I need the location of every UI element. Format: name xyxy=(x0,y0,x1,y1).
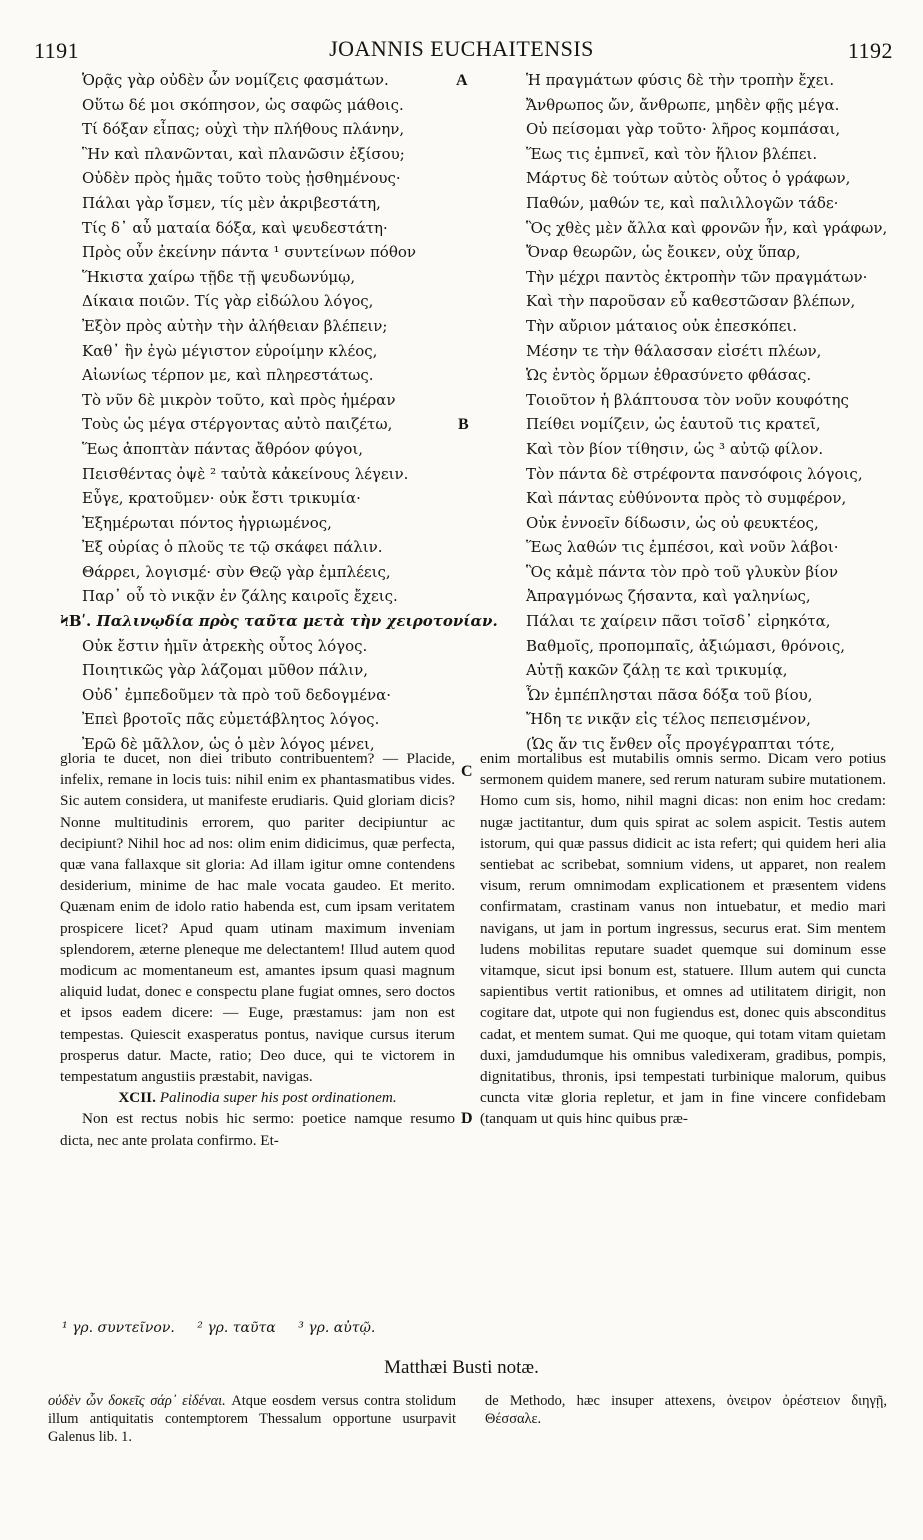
footnote: ¹ γρ. συντεῖνον. xyxy=(62,1320,175,1336)
greek-column-left xyxy=(60,68,498,757)
verse-line: Καὶ τὸν βίον τίθησιν, ὡς ³ αὐτῷ φίλον. xyxy=(526,439,824,458)
verse-line: Αἰωνίως τέρπον με, καὶ πληρεστάτως. xyxy=(82,366,374,385)
verse-line: Ποιητικῶς γὰρ λάζομαι μῦθον πάλιν, xyxy=(82,661,369,680)
verse-line: Καθ᾽ ἣν ἐγὼ μέγιστον εὑροίμην κλέος, xyxy=(82,341,378,360)
note-lemma: οὐδὲν ὧν δοκεῖς σάρ᾽ εἰδέναι. xyxy=(48,1393,226,1409)
verse-line: Ὃς κἀμὲ πάντα τὸν πρὸ τοῦ γλυκὺν βίον xyxy=(526,562,839,581)
verse-line: Ἥκιστα χαίρω τῇδε τῇ ψευδωνύμῳ, xyxy=(82,267,356,286)
latin-paragraph: gloria te ducet, non diei tributo contribuentem? — Placide, infelix, remane in locis tuis: nihil enim ex phantasmatibus vides. Sic autem considera, ut manifeste erudiaris. Quid gloriam dicis? Nonne multitudinis errorem, quo pariter decipiuntur ac decipiunt? Nihil hoc ad nos: olim enim didicimus, quæ perfecta, quæ vana fallaxque sit gloria: Ad illam igitur omne contendens desiderium, minime de hac male vocata gaudeo. Et merito. Quænam enim de idolo ratio habenda est, cum ipsam veritatem prospicere licet? Apud quam utinam maximum inveniam splendorem, æterne pleneque me delectantem! Illud autem quod modicum ac momentaneum est, amantes ipsum quasi magnum aliquid ludat, donec e conspectu plane fugiat omnes, sero doctos et ipsos eadem dicere: — Euge, præstamus: jam non est tempestas. Quiescit exasperatus pontus, navique cursus iterum prosperus datur. Macte, ratio; Deo duce, qui te victorem in tempestatum angustiis præstabit, navigas. xyxy=(60,750,455,1086)
verse-line: Ἕως λαθών τις ἐμπέσοι, καὶ νοῦν λάβοι· xyxy=(526,538,839,557)
verse-line: Ἡ πραγμάτων φύσις δὲ τὴν τροπὴν ἔχει. xyxy=(526,71,835,89)
verse-line: Οὐδ᾽ ἐμπεδοῦμεν τὰ πρὸ τοῦ δεδογμένα· xyxy=(82,685,391,704)
margin-letter-a: A xyxy=(456,72,468,89)
verse-line: Ἐξημέρωται πόντος ἠγριωμένος, xyxy=(82,513,332,532)
notes-column-left xyxy=(48,1392,456,1446)
margin-letter-d: D xyxy=(461,1110,473,1127)
verse-line: Καὶ τὴν παροῦσαν εὖ καθεστῶσαν βλέπων, xyxy=(526,292,856,311)
margin-letter-b: B xyxy=(458,416,469,433)
verse-line: Ἣν καὶ πλανῶνται, καὶ πλανῶσιν ἐξίσου; xyxy=(82,144,405,163)
verse-line: Ὃς χθὲς μὲν ἄλλα καὶ φρονῶν ἦν, καὶ γράφων, xyxy=(526,218,888,237)
verse-line: Τὴν αὔριον μάταιος οὐκ ἐπεσκόπει. xyxy=(526,316,798,335)
footnote: ² γρ. ταῦτα xyxy=(197,1320,276,1336)
verse-line: Οὐκ ἔστιν ἡμῖν ἀτρεκὴς οὗτος λόγος. xyxy=(82,636,368,655)
verse-line: Ἀπραγμόνως ζήσαντα, καὶ γαληνίως, xyxy=(526,587,811,606)
verse-line: Πάλαι τε χαίρειν πᾶσι τοῖσδ᾽ εἰρηκότα, xyxy=(526,612,831,631)
verse-line: Ἐπεὶ βροτοῖς πᾶς εὐμετάβλητος λόγος. xyxy=(82,710,380,729)
footnote: ³ γρ. αὐτῷ. xyxy=(298,1320,376,1336)
verse-line: Ὄναρ θεωρῶν, ὡς ἔοικεν, οὐχ ὕπαρ, xyxy=(526,243,801,262)
verse-line: Ὁρᾷς γὰρ οὐδὲν ὧν νομίζεις φασμάτων. xyxy=(82,71,389,89)
verse-line: Παρ᾽ οὗ τὸ νικᾷν ἐν ζάλης καιροῖς ἔχεις. xyxy=(82,587,398,606)
verse-line: Καὶ πάντας εὐθύνοντα πρὸς τὸ συμφέρον, xyxy=(526,489,847,508)
page-number-right: 1192 xyxy=(847,38,893,63)
verse-line: Ἐρῶ δὲ μᾶλλον, ὡς ὁ μὲν λόγος μένει, xyxy=(82,735,375,754)
verse-line: (Ὡς ἄν τις ἔνθεν οἷς προγέγραπται τότε, xyxy=(526,735,835,754)
verse-line: Μέσην τε τὴν θάλασσαν εἰσέτι πλέων, xyxy=(526,341,822,360)
verse-line: Τὸν πάντα δὲ στρέφοντα πανσόφοις λόγοις, xyxy=(526,464,863,483)
verse-line: Ὧν ἐμπέπλησται πᾶσα δόξα τοῦ βίου, xyxy=(526,685,813,704)
verse-line: Τὴν μέχρι παντὸς ἐκτροπὴν τῶν πραγμάτων· xyxy=(526,267,868,286)
notes-title: Matthæi Busti notæ. xyxy=(384,1357,539,1378)
latin-column-right xyxy=(480,748,886,1130)
verse-line: Οὐδὲν πρὸς ἡμᾶς τοῦτο τοὺς ᾐσθημένους· xyxy=(82,169,401,188)
note-text: de Methodo, hæc insuper attexens, xyxy=(485,1393,727,1409)
verse-line: Πρὸς οὖν ἐκείνην πάντα ¹ συντείνων πόθον xyxy=(82,243,417,262)
note-text: Atque eosdem versus contra stolidum illum antiquitatis contemptorem Thessalum opportune usurpavit Galenus lib. 1. xyxy=(48,1393,457,1445)
verse-line: Τί δόξαν εἶπας; οὐχὶ τὴν πλήθους πλάνην, xyxy=(82,120,405,139)
note-greek: ὀνειρον ὀρέστειον διηγῇ, Θέσσαλε. xyxy=(485,1393,887,1427)
verse-line: Ἐξὸν πρὸς αὐτὴν τὴν ἀλήθειαν βλέπειν; xyxy=(82,316,388,335)
verse-line: Ἕως τις ἐμπνεῖ, καὶ τὸν ἥλιον βλέπει. xyxy=(526,144,818,163)
verse-line: Οὐ πείσομαι γὰρ τοῦτο· λῆρος κομπάσαι, xyxy=(526,120,841,139)
footnotes xyxy=(62,1320,393,1336)
verse-line: Ἤδη τε νικᾷν εἰς τέλος πεπεισμένον, xyxy=(526,710,811,729)
latin-paragraph: enim mortalibus est mutabilis omnis sermo. Dicam vero potius sermonem quidem manere, sed rerum naturam subire mutationem. Homo cum sis, homo, nihil magni dicas: non enim hoc credam: nugæ jactitantur, dum quis spirat ac solem aspicit. Testis autem istorum, qui quæ passus didicit ac ista refert; qui quidem heri alia sentiebat ac scribebat, somnium videns, ut apparet, non realem visum, rerum omnimodam explicationem et præsentem videns confirmatam, crastinam vanus non intuebatur, et medio mari navigans, ut jam in portum ingressus, securus erat. Sim mentem ludens mobilitas reputare suadet quemque sui dominum esse vitamque, sicut ipsi bonum est, statuere. Illum autem qui cuncta sapientibus vertit rationibus, et omnes ad utilitatem dirigit, non cogitare dat, utpote qui non fugiendus est, donec quis absconditus cadat, et mentem sumat. Qui me quoque, qui totam vitam quietam duxi, jamdudumque his omnibus valedixeram, gradibus, pompis, dignitatibus, thronis, ipsi tempestati turbinique malorum, quibus cuncta vitæ gloria repletur, et jam in fine vincere confidebam (tanquam ut quis hinc quibus præ- xyxy=(480,750,886,1128)
verse-line: Τοιοῦτον ἡ βλάπτουσα τὸν νοῦν κουφότης xyxy=(526,390,849,409)
page-number-left: 1191 xyxy=(34,38,80,63)
running-title: JOANNIS EUCHAITENSIS xyxy=(329,36,594,61)
latin-section-heading: XCII. Palinodia super his post ordinationem. xyxy=(118,1089,397,1107)
verse-line: Μάρτυς δὲ τούτων αὐτὸς οὗτος ὁ γράφων, xyxy=(526,169,851,188)
verse-line: Αὐτῇ κακῶν ζάλῃ τε καὶ τρικυμίᾳ, xyxy=(526,661,788,680)
verse-line: Τίς δ᾽ αὖ ματαία δόξα, καὶ ψευδεστάτη· xyxy=(82,218,388,237)
verse-line: Πείθει νομίζειν, ὡς ἑαυτοῦ τις κρατεῖ, xyxy=(526,415,821,434)
margin-letter-c: C xyxy=(461,763,473,780)
verse-line: Πεισθέντας ὀψὲ ² ταὐτὰ κἀκείνους λέγειν. xyxy=(82,464,409,483)
verse-line: Τοὺς ὡς μέγα στέργοντας αὐτὸ παιζέτω, xyxy=(82,415,393,434)
verse-line: Οὐκ ἐννοεῖν δίδωσιν, ὡς οὐ φευκτέος, xyxy=(526,513,819,532)
verse-line: Βαθμοῖς, προπομπαῖς, ἀξιώμασι, θρόνοις, xyxy=(526,636,846,655)
verse-line: Εὖγε, κρατοῦμεν· οὐκ ἔστι τρικυμία· xyxy=(82,489,361,508)
notes-column-right xyxy=(485,1392,887,1428)
latin-paragraph: Non est rectus nobis hic sermo: poetice namque resumo dicta, nec ante prolata confirmo. Et- xyxy=(60,1110,455,1149)
verse-line: Ἄνθρωπος ὤν, ἄνθρωπε, μηδὲν φῇς μέγα. xyxy=(526,95,840,114)
verse-line: Τὸ νῦν δὲ μικρὸν τοῦτο, καὶ πρὸς ἡμέραν xyxy=(82,390,396,409)
verse-line: Παθών, μαθών τε, καὶ παλιλλογῶν τάδε· xyxy=(526,193,839,212)
verse-line: Ὡς ἐντὸς ὅρμων ἐθρασύνετο φθάσας. xyxy=(526,366,812,385)
verse-line: Πάλαι γὰρ ἴσμεν, τίς μὲν ἀκριβεστάτη, xyxy=(82,193,381,212)
verse-line: Ἕως ἀποπτὰν πάντας ἄθρόον φύγοι, xyxy=(82,439,364,458)
latin-column-left xyxy=(60,748,455,1151)
verse-line: Δίκαια ποιῶν. Τίς γὰρ εἰδώλου λόγος, xyxy=(82,292,374,311)
verse-line: Οὕτω δέ μοι σκόπησον, ὡς σαφῶς μάθοις. xyxy=(82,95,404,114)
greek-column-right xyxy=(526,68,896,757)
verse-line: Θάρρει, λογισμέ· σὺν Θεῷ γὰρ ἐμπλέεις, xyxy=(82,562,391,581)
greek-section-heading: ϞΒʹ. Παλινῳδία πρὸς ταῦτα μετὰ τὴν χειροτονίαν. xyxy=(60,612,498,631)
verse-line: Ἐξ οὐρίας ὁ πλοῦς τε τῷ σκάφει πάλιν. xyxy=(82,538,383,557)
